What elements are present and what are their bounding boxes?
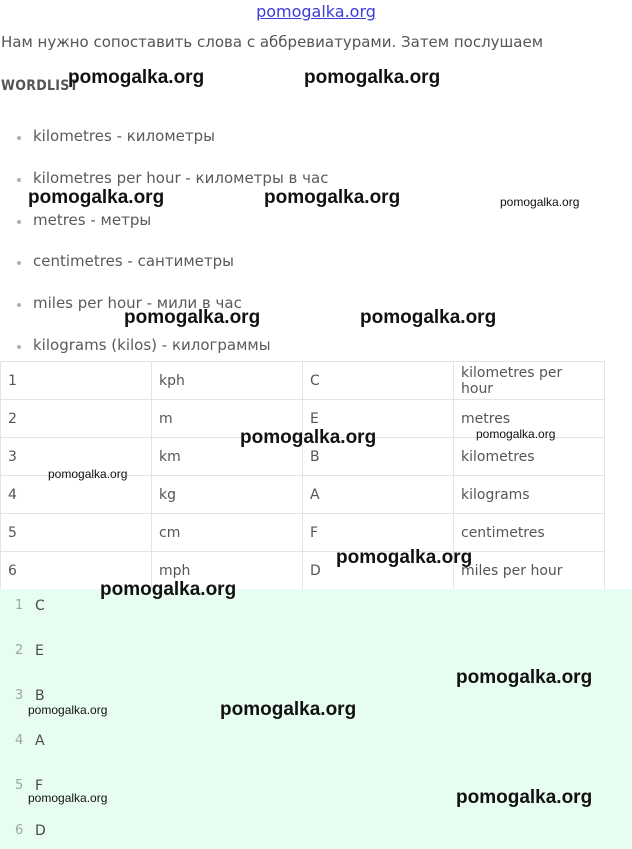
answer-letter: D	[35, 823, 46, 839]
watermark: pomogalka.org	[456, 667, 593, 688]
wordlist-heading: WORDLIST	[1, 78, 79, 94]
table-cell-word: kilometres	[454, 438, 605, 476]
wordlist-item: kilometres per hour - километры в час	[0, 169, 328, 211]
table-cell-number: 6	[1, 552, 152, 590]
table-cell-number: 3	[1, 438, 152, 476]
instruction-text: Нам нужно сопоставить слова с аббревиатурами. Затем послушаем	[1, 33, 544, 51]
table-cell-letter: C	[303, 362, 454, 400]
answer-number: 6	[15, 823, 24, 838]
watermark: pomogalka.org	[68, 67, 205, 88]
watermark: pomogalka.org	[456, 787, 593, 808]
wordlist-item: centimetres - сантиметры	[0, 252, 328, 294]
watermark: pomogalka.org	[28, 703, 108, 717]
table-cell-number: 5	[1, 514, 152, 552]
answer-letter: B	[35, 688, 45, 704]
watermark: pomogalka.org	[264, 187, 401, 208]
answer-number: 3	[15, 688, 24, 703]
wordlist	[0, 127, 328, 378]
wordlist-item: miles per hour - мили в час	[0, 294, 328, 336]
table-row	[1, 552, 605, 590]
watermark: pomogalka.org	[28, 187, 165, 208]
answer-letter: E	[35, 643, 44, 659]
table-cell-word: metres	[454, 400, 605, 438]
table-cell-word: centimetres	[454, 514, 605, 552]
table-cell-abbreviation: m	[152, 400, 303, 438]
watermark: pomogalka.org	[336, 547, 473, 568]
table-row	[1, 476, 605, 514]
table-cell-word: kilometres per hour	[454, 362, 605, 400]
answer-letter: C	[35, 598, 45, 614]
table-cell-letter: D	[303, 552, 454, 590]
table-cell-abbreviation: kph	[152, 362, 303, 400]
watermark: pomogalka.org	[100, 579, 237, 600]
table-cell-abbreviation: cm	[152, 514, 303, 552]
table-cell-word: kilograms	[454, 476, 605, 514]
watermark: pomogalka.org	[476, 427, 556, 441]
table-cell-letter: A	[303, 476, 454, 514]
table-cell-number: 4	[1, 476, 152, 514]
table-row	[1, 400, 605, 438]
answer-list	[0, 589, 632, 849]
table-cell-letter: E	[303, 400, 454, 438]
table-cell-abbreviation: km	[152, 438, 303, 476]
watermark: pomogalka.org	[48, 467, 128, 481]
watermark: pomogalka.org	[500, 195, 580, 209]
answer-letter: A	[35, 733, 45, 749]
wordlist-item: kilograms (kilos) - килограммы	[0, 336, 328, 378]
watermark: pomogalka.org	[28, 791, 108, 805]
site-link[interactable]: pomogalka.org	[256, 2, 376, 21]
answer-letter: F	[35, 778, 44, 794]
matching-table	[0, 361, 605, 590]
table-cell-letter: F	[303, 514, 454, 552]
answer-number: 1	[15, 598, 24, 613]
table-cell-number: 1	[1, 362, 152, 400]
table-cell-word: miles per hour	[454, 552, 605, 590]
wordlist-item: kilometres - километры	[0, 127, 328, 169]
table-row	[1, 362, 605, 400]
answer-number: 4	[15, 733, 24, 748]
table-row	[1, 514, 605, 552]
watermark: pomogalka.org	[220, 699, 357, 720]
table-cell-abbreviation: kg	[152, 476, 303, 514]
watermark: pomogalka.org	[360, 307, 497, 328]
table-cell-abbreviation: mph	[152, 552, 303, 590]
wordlist-item: metres - метры	[0, 211, 328, 253]
answer-number: 5	[15, 778, 24, 793]
table-row	[1, 438, 605, 476]
table-cell-letter: B	[303, 438, 454, 476]
watermark: pomogalka.org	[304, 67, 441, 88]
answer-number: 2	[15, 643, 24, 658]
watermark: pomogalka.org	[124, 307, 261, 328]
table-cell-number: 2	[1, 400, 152, 438]
watermark: pomogalka.org	[240, 427, 377, 448]
